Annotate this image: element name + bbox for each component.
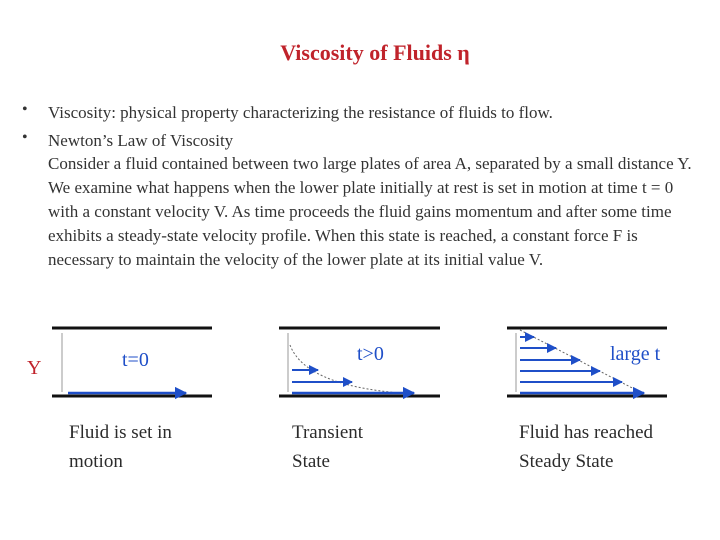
caption-line: motion <box>69 451 123 472</box>
caption-panel-steady <box>519 418 653 476</box>
caption-line: State <box>292 451 330 472</box>
panel-steady <box>507 328 667 396</box>
caption-line: Fluid has reached <box>519 422 654 443</box>
caption-panel-t0 <box>69 418 172 476</box>
bullet-newtons-law-heading: Newton’s Law of Viscosity <box>48 131 234 150</box>
time-label-transient: t>0 <box>357 343 384 365</box>
y-label: Y <box>27 357 42 379</box>
slide-title: Viscosity of Fluids η <box>280 40 470 65</box>
panel-t0 <box>27 328 212 396</box>
caption-line: Transient <box>292 422 364 443</box>
caption-panel-transient <box>292 418 363 476</box>
newtons-law-paragraph: Consider a fluid contained between two large plates of area A, separated by a small distance Y. We examine what happens when the lower plate initially at rest is set in motion at time t = 0 with a constant velocity V. As time proceeds the fluid gains momentum and after some time exhibits a steady-state velocity profile. When this state is reached, a constant force F is necessary to maintain the velocity of the lower plate at its initial value V. <box>48 154 692 269</box>
panel-transient <box>279 328 440 396</box>
bullet-viscosity-definition: Viscosity: physical property characterizing the resistance of fluids to flow. <box>48 103 553 122</box>
time-label-t0: t=0 <box>122 349 149 371</box>
bullet-marker: • <box>22 129 28 146</box>
bullet-marker: • <box>22 101 28 118</box>
caption-line: Fluid is set in <box>69 422 172 443</box>
caption-line: Steady State <box>519 451 614 472</box>
time-label-large-t: large t <box>610 343 661 365</box>
